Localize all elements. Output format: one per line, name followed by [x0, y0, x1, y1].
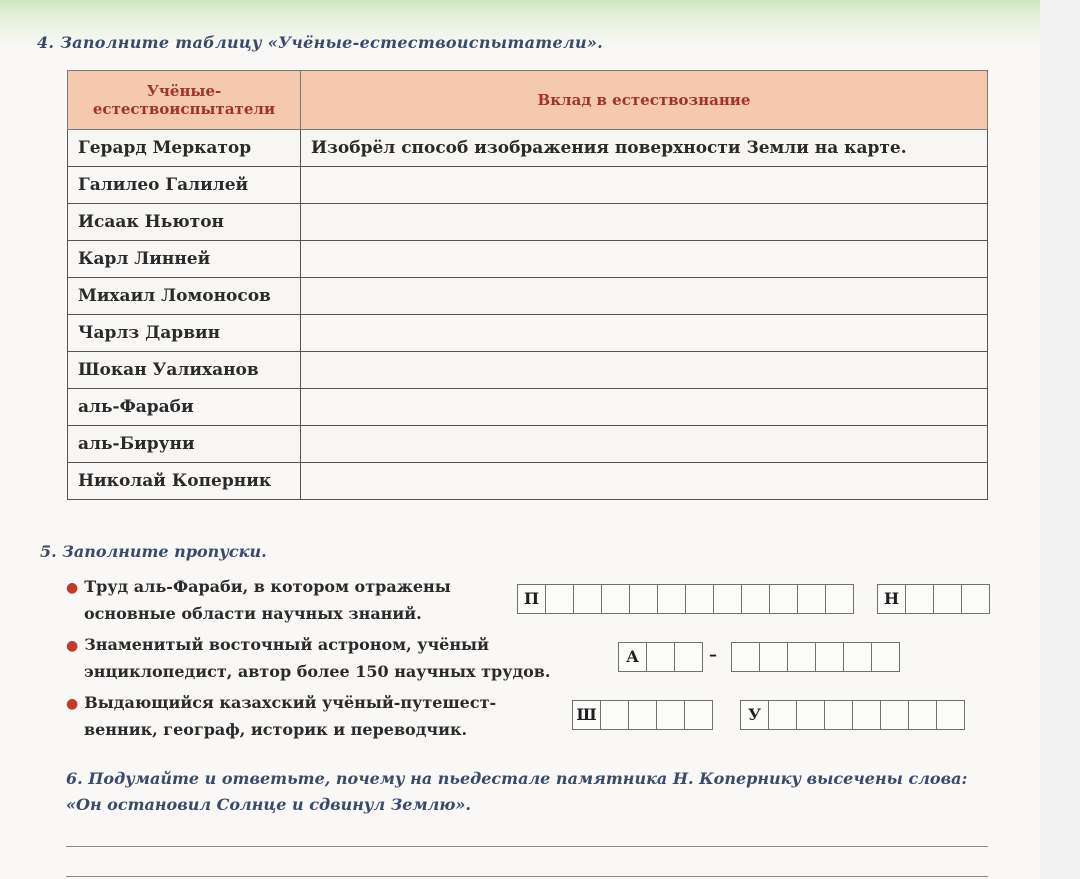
letter-box[interactable] [629, 584, 658, 614]
item1-word2-boxes[interactable] [877, 584, 989, 614]
item2-line1: Знаменитый восточный астроном, учёный [84, 635, 489, 654]
letter-box[interactable]: У [740, 700, 769, 730]
letter-box[interactable] [961, 584, 990, 614]
item1-word1-boxes[interactable] [517, 584, 853, 614]
task6-number: 6. [66, 769, 83, 788]
letter-box[interactable] [545, 584, 574, 614]
scientist-name: Исаак Ньютон [68, 204, 301, 241]
table-row [68, 389, 988, 426]
letter-box[interactable] [871, 642, 900, 672]
letter-box[interactable] [656, 700, 685, 730]
right-margin [1040, 0, 1080, 879]
letter-box[interactable]: Ш [572, 700, 601, 730]
scientist-name: аль-Бируни [68, 426, 301, 463]
letter-box[interactable] [815, 642, 844, 672]
letter-box[interactable] [646, 642, 675, 672]
letter-box[interactable] [759, 642, 788, 672]
letter-box[interactable] [880, 700, 909, 730]
letter-box[interactable] [684, 700, 713, 730]
task5-item-1 [66, 574, 451, 627]
letter-box[interactable] [573, 584, 602, 614]
item3-line1: Выдающийся казахский учёный-путешест- [84, 693, 497, 712]
scientist-name: Николай Коперник [68, 463, 301, 500]
letter-box[interactable]: А [618, 642, 647, 672]
item1-line2: основные области научных знаний. [84, 604, 422, 623]
letter-box[interactable]: П [517, 584, 546, 614]
contribution-cell[interactable] [301, 463, 988, 500]
table-row [68, 241, 988, 278]
task5-item-3 [66, 690, 496, 743]
answer-line[interactable] [66, 876, 988, 877]
scientists-table [67, 70, 988, 500]
item3-word2-boxes[interactable] [740, 700, 964, 730]
scientist-name: Карл Линней [68, 241, 301, 278]
contribution-cell[interactable] [301, 389, 988, 426]
table-row [68, 204, 988, 241]
letter-box[interactable] [600, 700, 629, 730]
letter-box[interactable] [908, 700, 937, 730]
task6-text: Подумайте и ответьте, почему на пьедестале памятника Н. Копернику высечены слова: «Он остановил Солнце и сдвинул Землю». [66, 769, 968, 814]
contribution-cell[interactable] [301, 278, 988, 315]
contribution-cell[interactable]: Изобрёл способ изображения поверхности Земли на карте. [301, 130, 988, 167]
task5-title [40, 542, 267, 561]
bullet-icon: ● [66, 638, 79, 654]
letter-box[interactable] [769, 584, 798, 614]
item3-word1-boxes[interactable] [572, 700, 712, 730]
scientist-name: Галилео Галилей [68, 167, 301, 204]
item2-line2: энциклопедист, автор более 150 научных трудов. [84, 662, 551, 681]
letter-box[interactable] [797, 584, 826, 614]
scientist-name: Чарлз Дарвин [68, 315, 301, 352]
contribution-cell[interactable] [301, 315, 988, 352]
letter-box[interactable] [796, 700, 825, 730]
letter-box[interactable] [741, 584, 770, 614]
table-row [68, 278, 988, 315]
letter-box[interactable] [852, 700, 881, 730]
item3-line2: венник, географ, историк и переводчик. [84, 720, 468, 739]
header-scientists: Учёные-естествоиспытатели [68, 71, 301, 130]
scientist-name: Шокан Уалиханов [68, 352, 301, 389]
task4-title-text: Заполните таблицу «Учёные-естествоиспытатели». [60, 33, 604, 52]
table-row [68, 463, 988, 500]
letter-box[interactable]: Н [877, 584, 906, 614]
letter-box[interactable] [933, 584, 962, 614]
table-row [68, 167, 988, 204]
letter-box[interactable] [601, 584, 630, 614]
letter-box[interactable] [825, 584, 854, 614]
bullet-icon: ● [66, 696, 79, 712]
task4-title [37, 33, 603, 52]
table-row [68, 426, 988, 463]
task5-title-text: Заполните пропуски. [62, 542, 267, 561]
table-header-row [68, 71, 988, 130]
item2-word2-boxes[interactable] [731, 642, 899, 672]
table-row [68, 352, 988, 389]
task4-number: 4. [37, 33, 55, 52]
task5-number: 5. [40, 542, 57, 561]
bullet-icon: ● [66, 580, 79, 596]
item2-word1-boxes[interactable] [618, 642, 702, 672]
contribution-cell[interactable] [301, 241, 988, 278]
letter-box[interactable] [768, 700, 797, 730]
answer-line[interactable] [66, 846, 988, 847]
letter-box[interactable] [824, 700, 853, 730]
letter-box[interactable] [674, 642, 703, 672]
contribution-cell[interactable] [301, 352, 988, 389]
hyphen-separator: – [709, 645, 717, 664]
letter-box[interactable] [936, 700, 965, 730]
header-contribution: Вклад в естествознание [301, 71, 988, 130]
scientist-name: Михаил Ломоносов [68, 278, 301, 315]
letter-box[interactable] [731, 642, 760, 672]
scientist-name: Герард Меркатор [68, 130, 301, 167]
task6-question [66, 766, 996, 818]
table-row [68, 130, 988, 167]
letter-box[interactable] [685, 584, 714, 614]
contribution-cell[interactable] [301, 204, 988, 241]
letter-box[interactable] [787, 642, 816, 672]
letter-box[interactable] [657, 584, 686, 614]
letter-box[interactable] [713, 584, 742, 614]
scientist-name: аль-Фараби [68, 389, 301, 426]
letter-box[interactable] [843, 642, 872, 672]
table-row [68, 315, 988, 352]
task5-item-2 [66, 632, 550, 685]
item1-line1: Труд аль-Фараби, в котором отражены [84, 577, 451, 596]
letter-box[interactable] [905, 584, 934, 614]
letter-box[interactable] [628, 700, 657, 730]
contribution-cell[interactable] [301, 167, 988, 204]
contribution-cell[interactable] [301, 426, 988, 463]
